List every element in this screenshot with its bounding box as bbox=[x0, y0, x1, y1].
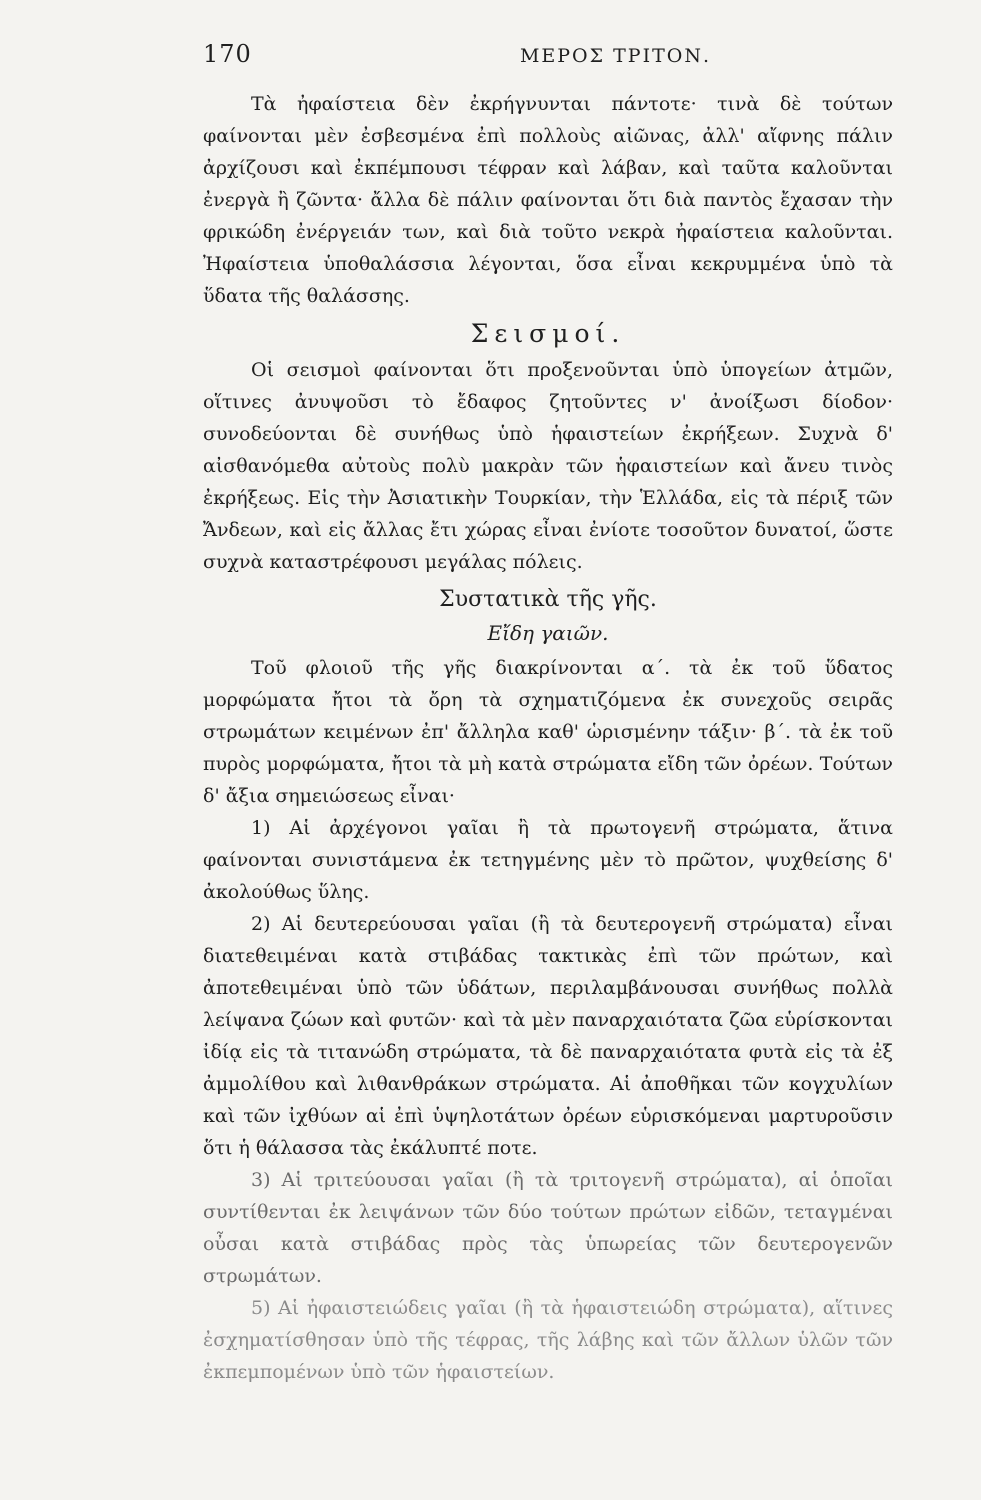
paragraph-crust: Τοῦ φλοιοῦ τῆς γῆς διακρίνονται α΄. τὰ ἐκ τοῦ ὕδατος μορφώματα ἤτοι τὰ ὄρη τὰ σχηματιζόμενα ἐκ συνεχοῦς σειρᾶς στρωμάτων κειμένων ἐπ' ἄλληλα καθ' ὡρισμένην τάξιν· β΄. τὰ ἐκ τοῦ πυρὸς μορφώματα, ἤτοι τὰ μὴ κατὰ στρώματα εἴδη τῶν ὀρέων. Τούτων δ' ἄξια σημειώσεως εἶναι· bbox=[203, 657, 893, 807]
running-title: ΜΕΡΟΣ ΤΡΙΤΟΝ. bbox=[519, 45, 711, 67]
subheading-soil-types: Εἴδη γαιῶν. bbox=[487, 621, 609, 645]
paragraph-volcanoes: Τὰ ἠφαίστεια δὲν ἐκρήγνυνται πάντοτε· τινὰ δὲ τούτων φαίνονται μὲν ἐσβεσμένα ἐπὶ πολλοὺς αἰῶνας, ἀλλ' αἴφνης πάλιν ἀρχίζουσι καὶ ἐκπέμπουσι τέφραν καὶ λάβαν, καὶ ταῦτα καλοῦνται ἐνεργὰ ἢ ζῶντα· ἄλλα δὲ πάλιν φαίνονται ὅτι διὰ παντὸς ἔχασαν τὴν φρικώδη ἐνέργειάν των, καὶ διὰ τοῦτο νεκρὰ ἠφαίστεια καλοῦνται. Ἠφαίστεια ὑποθαλάσσια λέγονται, ὅσα εἶναι κεκρυμμένα ὑπὸ τὰ ὕδατα τῆς θαλάσσης. bbox=[203, 93, 893, 307]
paragraph-primary-soils: 1) Αἱ ἀρχέγονοι γαῖαι ἢ τὰ πρωτογενῆ στρώματα, ἅτινα φαίνονται συνιστάμενα ἐκ τετηγμένης μὲν τὸ πρῶτον, ψυχθείσης δ' ἀκολούθως ὕλης. bbox=[203, 817, 893, 903]
section-heading-earth-composition: Συστατικὰ τῆς γῆς. bbox=[439, 587, 657, 612]
paragraph-volcanic-soils: 5) Αἱ ἠφαιστειώδεις γαῖαι (ἢ τὰ ἡφαιστειώδη στρώματα), αἵτινες ἐσχηματίσθησαν ὑπὸ τῆς τέφρας, τῆς λάβης καὶ τῶν ἄλλων ὑλῶν τῶν ἐκπεμπομένων ὑπὸ τῶν ἡφαιστείων. bbox=[203, 1297, 893, 1383]
section-heading-earthquakes: Σεισμοί. bbox=[470, 319, 626, 348]
paragraph-secondary-soils: 2) Αἱ δευτερεύουσαι γαῖαι (ἢ τὰ δευτερογενῆ στρώματα) εἶναι διατεθειμέναι κατὰ στιβάδας τακτικὰς ἐπὶ τῶν πρώτων, καὶ ἀποτεθειμέναι ὑπὸ τῶν ὑδάτων, περιλαμβάνουσαι συνήθως πολλὰ λείψανα ζώων καὶ φυτῶν· καὶ τὰ μὲν παναρχαιότατα ζῶα εὑρίσκονται ἰδίᾳ εἰς τὰ τιτανώδη στρώματα, τὰ δὲ παναρχαιότατα φυτὰ εἰς τὰ ἐξ ἀμμολίθου καὶ λιθανθράκων στρώματα. Αἱ ἀποθῆκαι τῶν κογχυλίων καὶ τῶν ἰχθύων αἱ ἐπὶ ὑψηλοτάτων ὀρέων εὑρισκόμεναι μαρτυροῦσιν ὅτι ἡ θάλασσα τὰς ἐκάλυπτέ ποτε. bbox=[203, 913, 893, 1159]
page-number: 170 bbox=[203, 40, 252, 68]
paragraph-tertiary-soils: 3) Αἱ τριτεύουσαι γαῖαι (ἢ τὰ τριτογενῆ στρώματα), αἱ ὁποῖαι συντίθενται ἐκ λειψάνων τῶν δύο τούτων πρώτων εἰδῶν, τεταγμέναι οὖσαι κατὰ στιβάδας πρὸς τὰς ὑπωρείας τῶν δευτερογενῶν στρωμάτων. bbox=[203, 1169, 893, 1287]
running-head bbox=[203, 40, 891, 68]
paragraph-earthquakes: Οἱ σεισμοὶ φαίνονται ὅτι προξενοῦνται ὑπὸ ὑπογείων ἀτμῶν, οἵτινες ἀνυψοῦσι τὸ ἔδαφος ζητοῦντες ν' ἀνοίξωσι δίοδον· συνοδεύονται δὲ συνήθως ὑπὸ ἡφαιστείων ἐκρήξεων. Συχνὰ δ' αἰσθανόμεθα αὐτοὺς πολὺ μακρὰν τῶν ἡφαιστείων καὶ ἄνευ τινὸς ἐκρήξεως. Εἰς τὴν Ἀσιατικὴν Τουρκίαν, τὴν Ἑλλάδα, εἰς τὰ πέριξ τῶν Ἄνδεων, καὶ εἰς ἄλλας ἔτι χώρας εἶναι ἐνίοτε τοσοῦτον δυνατοί, ὥστε συχνὰ καταστρέφουσι μεγάλας πόλεις. bbox=[203, 359, 893, 573]
